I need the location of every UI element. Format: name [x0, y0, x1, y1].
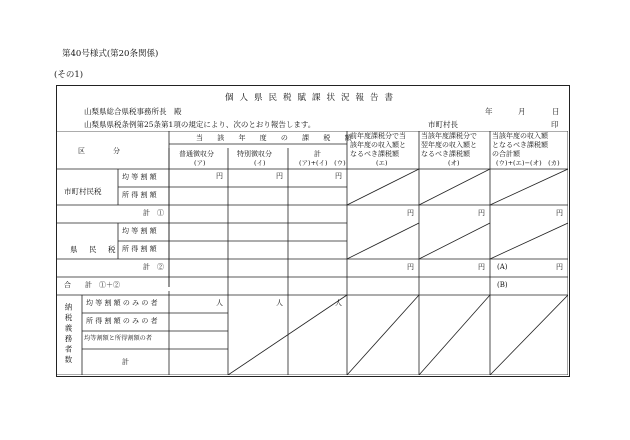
header-col-i-code: (イ) — [254, 159, 266, 167]
prefectural-col-e-unit: 円 — [407, 263, 414, 271]
taxpayers-col-i-unit: 人 — [276, 299, 283, 307]
municipal-col-a-unit: 円 — [216, 172, 223, 180]
header-col-ka-line3: の合計額 — [492, 150, 520, 158]
header-col-ka-code: (ウ)+(エ)−(オ) (カ) — [496, 159, 560, 167]
header-col-u: 計 — [314, 150, 321, 158]
mark-a: (A) — [497, 263, 508, 271]
taxpayers-both: 均等割額と所得割額の者 — [84, 335, 153, 342]
header-col-e-line1: 前年度課税分で当 — [350, 132, 406, 140]
header-col-u-code: (ア)+(イ) (ウ) — [299, 159, 346, 167]
form-number: 第40号様式(第20条関係) — [62, 49, 159, 59]
taxpayers-col-a-unit: 人 — [216, 299, 223, 307]
date-month-label: 月 — [518, 107, 526, 116]
municipal-col-e-unit: 円 — [407, 209, 414, 217]
header-col-ka-line1: 当該年度の収入額 — [492, 132, 548, 140]
prefectural-tax-label: 県 民 税 — [70, 245, 118, 254]
municipal-col-o-unit: 円 — [478, 209, 485, 217]
header-col-e-line3: なるべき課税額 — [350, 150, 399, 158]
tax-status-table — [56, 131, 568, 375]
report-title: 個人県民税賦課状況報告書 — [224, 93, 399, 103]
municipal-col-u-unit: 円 — [335, 172, 342, 180]
prefectural-total-label: 計 ② — [143, 263, 164, 271]
taxpayers-col-u-unit: 人 — [335, 299, 342, 307]
addressee: 山梨県総合県税事務所長 殿 — [84, 107, 182, 116]
taxpayers-total-label: 計 — [122, 358, 129, 366]
date-day-label: 日 — [552, 107, 560, 116]
header-col-a: 普通徴収分 — [179, 150, 214, 158]
municipal-tax-label: 市町村民税 — [64, 187, 102, 196]
header-current-year-tax: 当 該 年 度 の 課 税 額 — [196, 134, 358, 142]
mark-b: (B) — [497, 281, 508, 289]
taxpayers-income-only: 所 得 割 額 の み の 者 — [86, 317, 158, 325]
municipal-col-ka-unit: 円 — [556, 209, 563, 217]
header-col-ka-line2: となるべき課税額 — [492, 141, 548, 149]
taxpayers-label: 納税義務者数 — [64, 303, 73, 366]
header-col-o-line2: 翌年度の収入額と — [421, 141, 477, 149]
form-subtitle: (その1) — [54, 70, 84, 80]
header-category: 区 分 — [78, 147, 120, 155]
taxpayers-per-capita-only: 均 等 割 額 の み の 者 — [86, 299, 158, 307]
header-col-e-line2: 該年度の収入額と — [350, 141, 406, 149]
prefectural-per-capita-label: 均 等 割 額 — [122, 227, 157, 235]
municipal-total-label: 計 ① — [143, 209, 164, 217]
municipal-col-i-unit: 円 — [276, 172, 283, 180]
header-col-i: 特別徴収分 — [237, 150, 272, 158]
header-col-o-line3: なるべき課税額 — [421, 150, 470, 158]
prefectural-income-label: 所 得 割 額 — [122, 245, 157, 253]
header-col-e-code: (エ) — [376, 159, 388, 167]
prefectural-col-ka-unit: 円 — [556, 263, 563, 271]
seal-label: 印 — [551, 120, 559, 129]
regulation-text: 山梨県県税条例第25条第1項の規定により、次のとおり報告します。 — [84, 120, 316, 129]
municipal-per-capita-label: 均 等 割 額 — [122, 173, 157, 181]
grand-total-label: 合 計 ①＋② — [64, 281, 120, 289]
prefectural-col-o-unit: 円 — [478, 263, 485, 271]
header-col-a-code: (ア) — [194, 159, 206, 167]
header-col-o-code: (オ) — [448, 159, 460, 167]
municipal-income-label: 所 得 割 額 — [122, 191, 157, 199]
date-year-label: 年 — [485, 107, 493, 116]
header-col-o-line1: 当該年度課税分で — [421, 132, 477, 140]
mayor-label: 市町村長 — [428, 120, 458, 129]
